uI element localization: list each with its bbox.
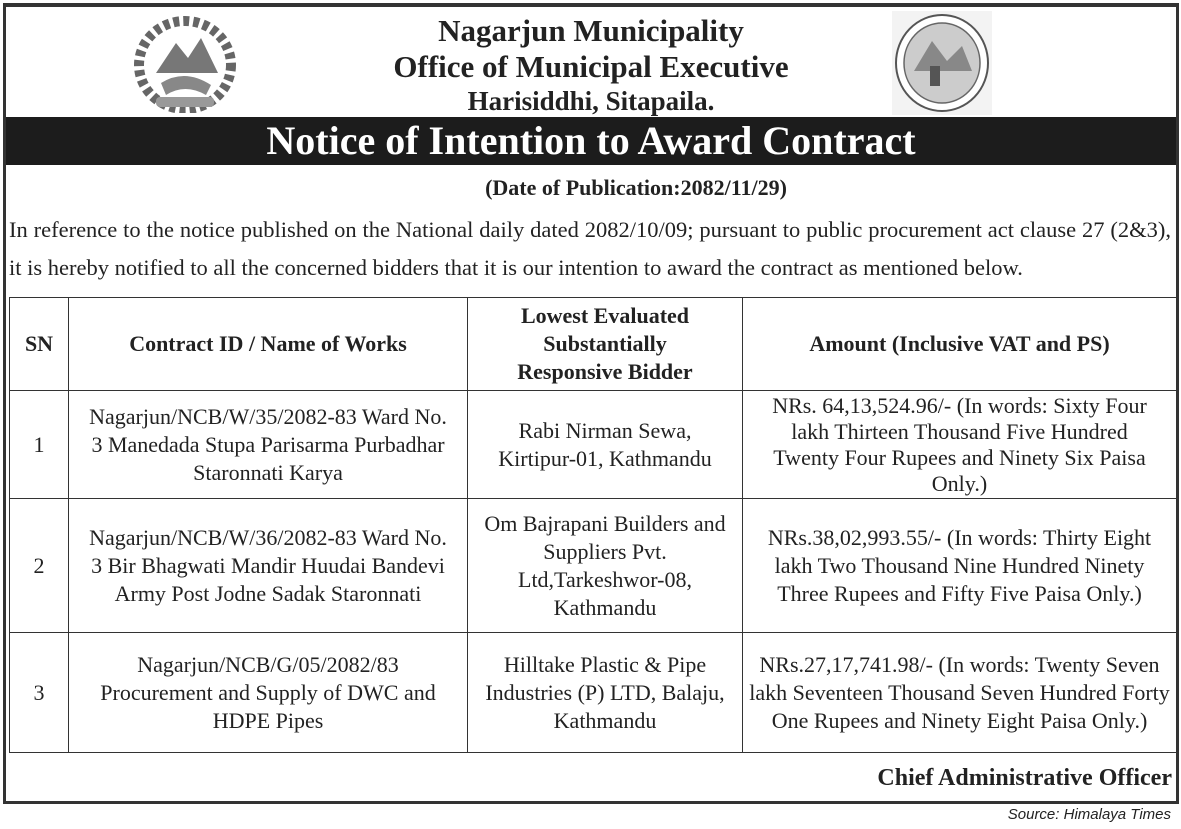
cell-sn: 2	[10, 499, 69, 633]
cell-sn: 1	[10, 391, 69, 499]
header	[6, 7, 1176, 117]
source-credit: Source: Himalaya Times	[1007, 806, 1171, 823]
cell-amount: NRs. 64,13,524.96/- (In words: Sixty Four lakh Thirteen Thousand Five Hundred Twenty Four Rupees and Ninety Six Paisa Only.)	[743, 391, 1177, 499]
signatory: Chief Administrative Officer	[877, 765, 1172, 791]
cell-bidder: Hilltake Plastic & Pipe Industries (P) LTD, Balaju, Kathmandu	[468, 633, 743, 753]
table-row	[10, 633, 1177, 753]
header-sn: SN	[10, 298, 69, 391]
cell-sn: 3	[10, 633, 69, 753]
org-name: Nagarjun Municipality	[438, 13, 744, 48]
header-contract: Contract ID / Name of Works	[69, 298, 468, 391]
table-row	[10, 499, 1177, 633]
cell-contract: Nagarjun/NCB/W/36/2082-83 Ward No. 3 Bir Bhagwati Mandir Huudai Bandevi Army Post Jodne Sadak Staronnati	[69, 499, 468, 633]
cell-bidder: Rabi Nirman Sewa, Kirtipur-01, Kathmandu	[468, 391, 743, 499]
municipality-seal-logo	[892, 11, 992, 129]
publication-date: (Date of Publication:2082/11/29)	[485, 175, 787, 200]
office-address: Harisiddhi, Sitapaila.	[467, 86, 715, 116]
cell-contract: Nagarjun/NCB/G/05/2082/83 Procurement and Supply of DWC and HDPE Pipes	[69, 633, 468, 753]
header-amount: Amount (Inclusive VAT and PS)	[743, 298, 1177, 391]
notice-title: Notice of Intention to Award Contract	[6, 117, 1176, 165]
notice-frame	[3, 3, 1179, 804]
table-row	[10, 391, 1177, 499]
intro-paragraph: In reference to the notice published on the National daily dated 2082/10/09; pursuant to public procurement act clause 27 (2&3), it is hereby notified to all the concerned bidders that it is our intention to award the contract as mentioned below.	[9, 217, 1171, 280]
cell-bidder: Om Bajrapani Builders and Suppliers Pvt. Ltd,Tarkeshwor-08, Kathmandu	[468, 499, 743, 633]
cell-amount: NRs.38,02,993.55/- (In words: Thirty Eight lakh Two Thousand Nine Hundred Ninety Three Rupees and Fifty Five Paisa Only.)	[743, 499, 1177, 633]
nepal-emblem-logo	[126, 13, 244, 127]
award-table	[9, 297, 1177, 753]
office-name: Office of Municipal Executive	[393, 49, 789, 84]
header-bidder: Lowest Evaluated Substantially Responsive Bidder	[468, 298, 743, 391]
table-header-row	[10, 298, 1177, 391]
cell-contract: Nagarjun/NCB/W/35/2082-83 Ward No. 3 Manedada Stupa Parisarma Purbadhar Staronnati Karya	[69, 391, 468, 499]
cell-amount: NRs.27,17,741.98/- (In words: Twenty Seven lakh Seventeen Thousand Seven Hundred Forty One Rupees and Ninety Eight Paisa Only.)	[743, 633, 1177, 753]
